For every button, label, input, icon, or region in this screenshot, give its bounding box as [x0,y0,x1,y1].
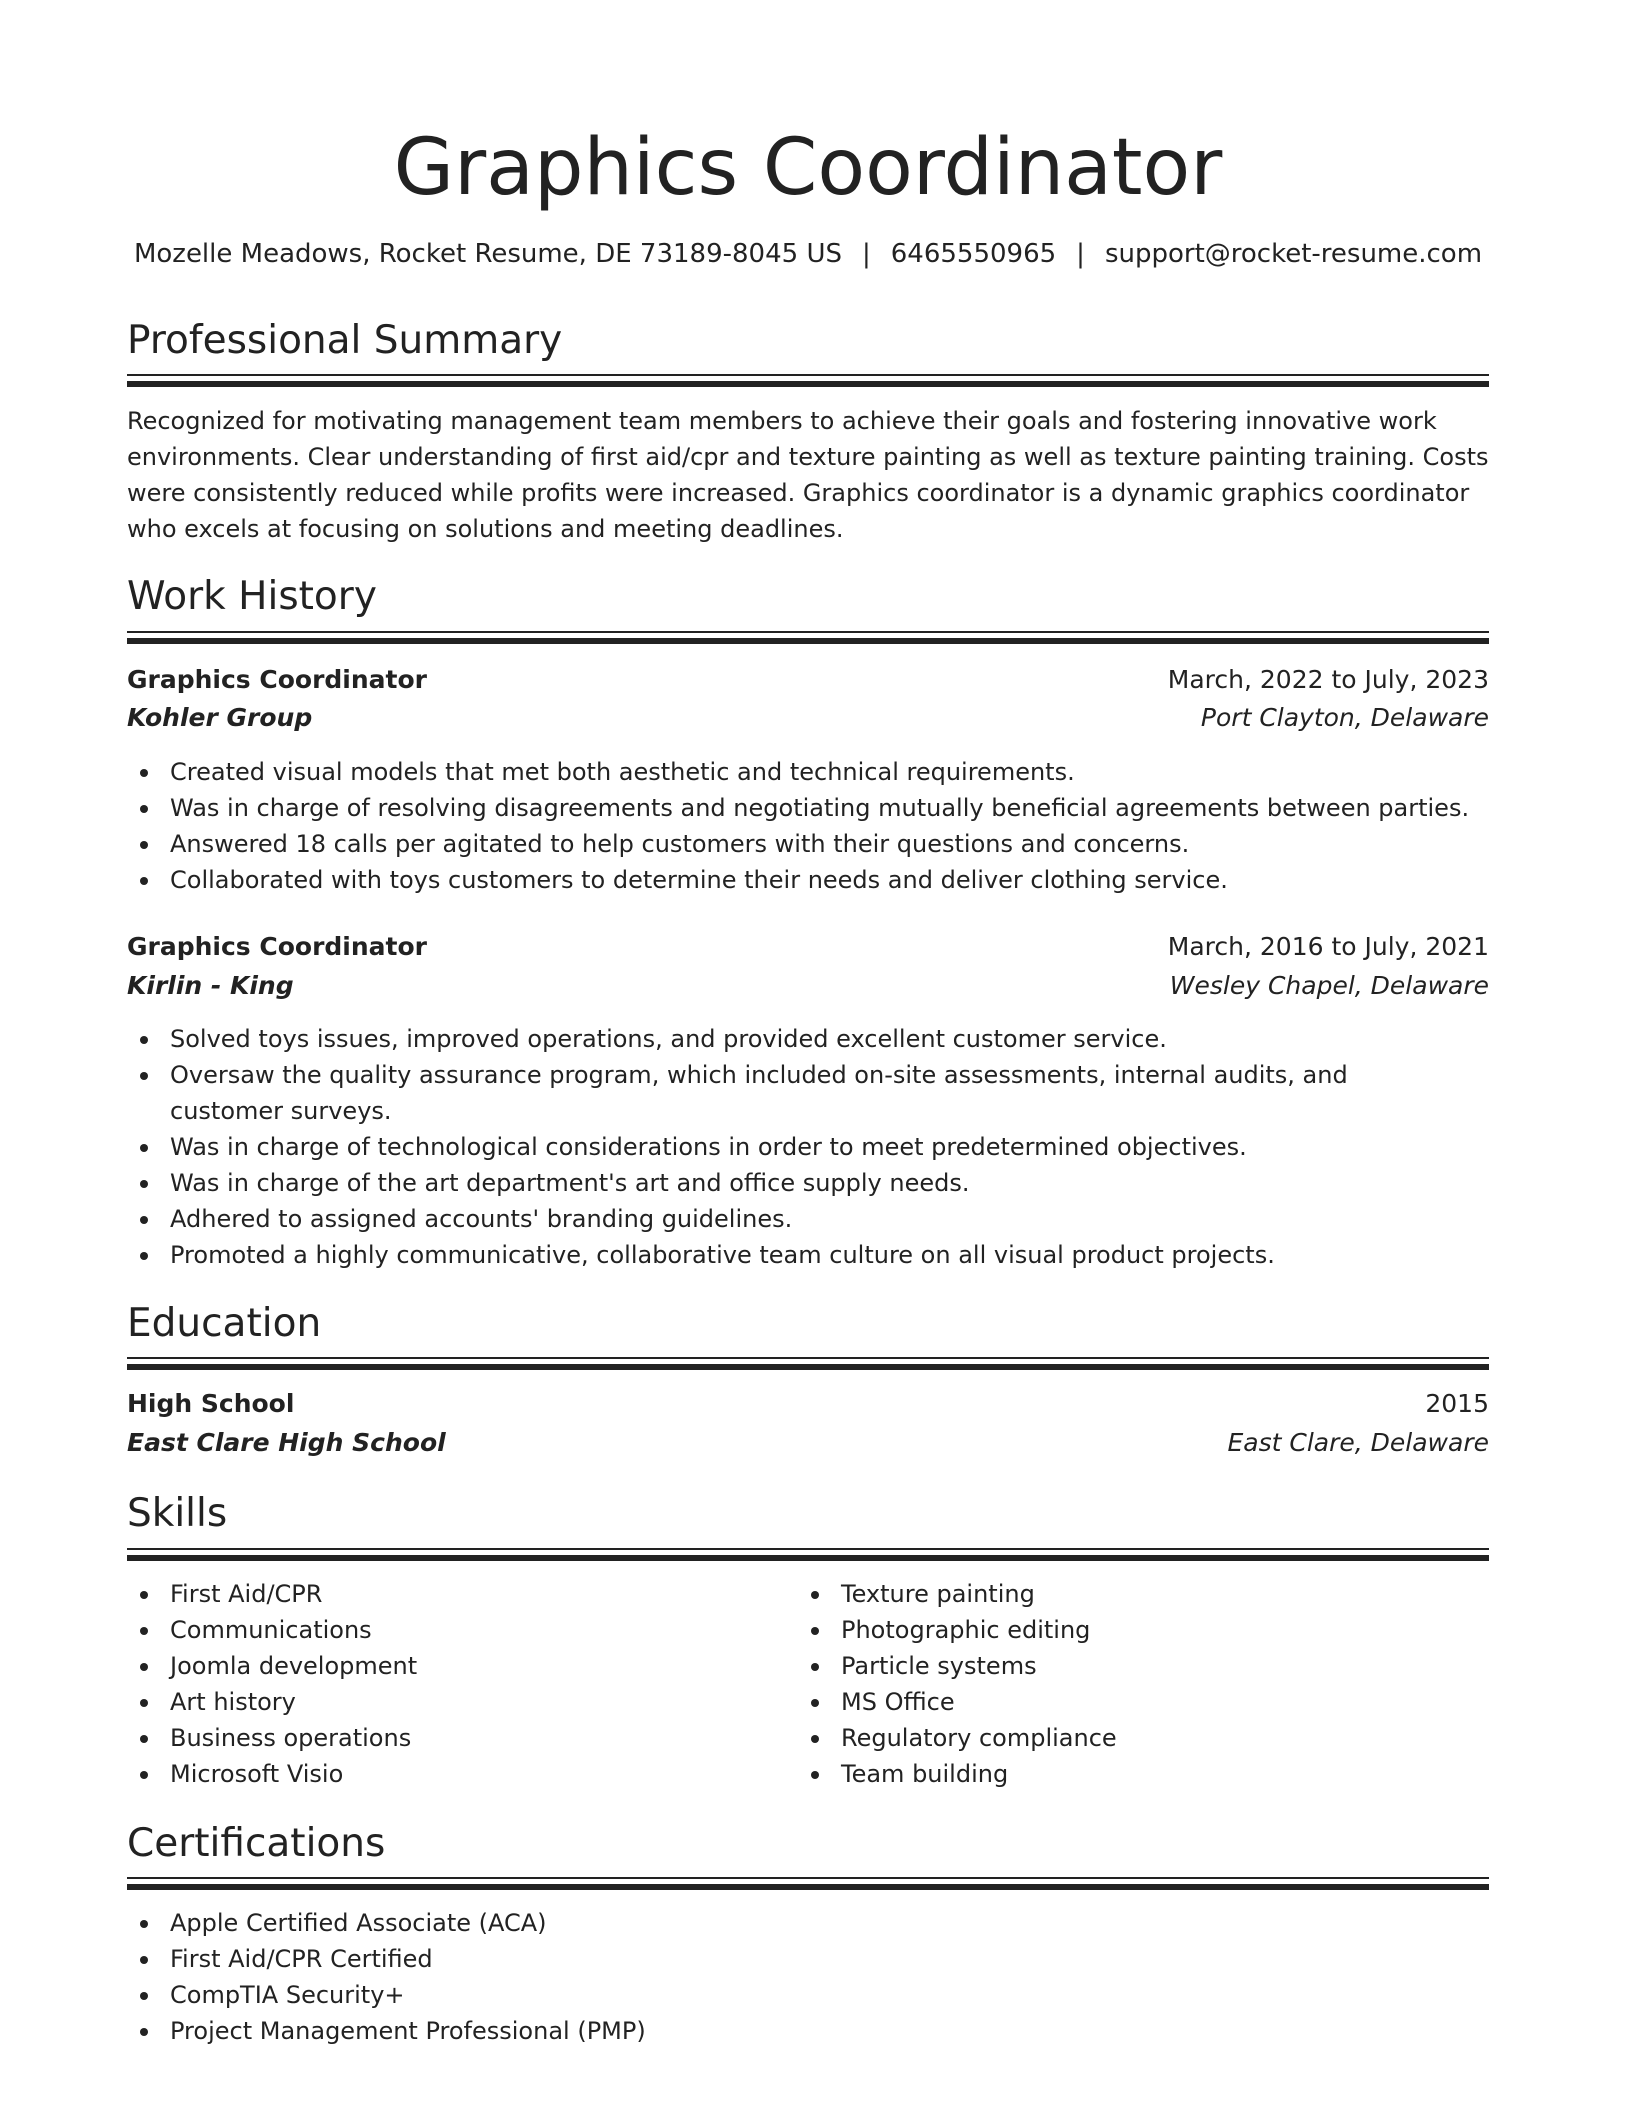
job-header [127,927,1489,967]
skills-list-left [127,1576,787,1792]
job-dates: March, 2016 to July, 2021 [1167,932,1489,961]
section-divider [127,631,1489,645]
education-heading: Education [127,1301,322,1346]
skill-item: Texture painting [798,1576,1458,1612]
job-location: Port Clayton, Delaware [1200,703,1489,732]
job-subheader [127,698,1489,738]
job-header [127,660,1489,700]
skill-item: Art history [127,1684,787,1720]
education-header [127,1384,1489,1424]
list-item: Was in charge of resolving disagreements and negotiating mutually beneficial agreements between parties. [127,790,1489,826]
summary-heading: Professional Summary [127,318,563,363]
certification-item: Project Management Professional (PMP) [127,2013,1489,2049]
section-divider [127,1548,1489,1562]
skills-list-right [798,1576,1458,1792]
list-item: Answered 18 calls per agitated to help customers with their questions and concerns. [127,826,1489,862]
skill-item: Particle systems [798,1648,1458,1684]
contact-address: Mozelle Meadows, Rocket Resume, DE 73189-8045 US [133,239,842,269]
job-dates: March, 2022 to July, 2023 [1167,665,1489,694]
resume-title: Graphics Coordinator [393,123,1223,213]
skill-item: Regulatory compliance [798,1720,1458,1756]
skill-item: Business operations [127,1720,787,1756]
contact-line [127,236,1489,272]
skill-item: MS Office [798,1684,1458,1720]
list-item: Was in charge of technological considerations in order to meet predetermined objectives. [127,1129,1417,1165]
education-school: East Clare High School [127,1428,446,1457]
summary-text: Recognized for motivating management team members to achieve their goals and fostering innovative work environments. Clear understanding of first aid/cpr and texture painting as well as texture painting training. Costs were consistently reduced while profits were increased. Graphics coordinator is a dynamic graphics coordinator who excels at focusing on solutions and meeting deadlines. [127,407,1489,543]
contact-email: support@rocket-resume.com [1104,239,1483,269]
certification-item: First Aid/CPR Certified [127,1941,1489,1977]
skill-item: Communications [127,1612,787,1648]
list-item: Oversaw the quality assurance program, which included on-site assessments, internal audits, and customer surveys. [127,1057,1417,1129]
section-divider [127,1877,1489,1891]
skill-item: Photographic editing [798,1612,1458,1648]
job-subheader [127,966,1489,1006]
list-item: Promoted a highly communicative, collaborative team culture on all visual product projects. [127,1237,1417,1273]
certification-item: Apple Certified Associate (ACA) [127,1905,1489,1941]
certifications-heading: Certifications [127,1821,386,1866]
list-item: Solved toys issues, improved operations, and provided excellent customer service. [127,1021,1417,1057]
job-bullets [127,754,1489,898]
list-item: Adhered to assigned accounts' branding guidelines. [127,1201,1417,1237]
section-divider [127,1357,1489,1371]
work-history-heading: Work History [127,574,377,619]
list-item: Collaborated with toys customers to determine their needs and deliver clothing service. [127,862,1489,898]
contact-separator: | [1076,239,1085,269]
contact-phone: 6465550965 [890,239,1057,269]
education-subheader [127,1423,1489,1463]
education-location: East Clare, Delaware [1227,1428,1489,1457]
job-location: Wesley Chapel, Delaware [1169,971,1489,1000]
contact-separator: | [861,239,871,269]
skill-item: Team building [798,1756,1458,1792]
education-year: 2015 [1425,1389,1489,1418]
job-bullets [127,1021,1417,1273]
skill-item: Microsoft Visio [127,1756,787,1792]
education-degree: High School [127,1389,295,1418]
list-item: Was in charge of the art department's art and office supply needs. [127,1165,1417,1201]
skills-heading: Skills [127,1491,228,1536]
job-company: Kohler Group [127,703,313,732]
certification-item: CompTIA Security+ [127,1977,1489,2013]
job-title: Graphics Coordinator [127,932,427,961]
section-divider [127,374,1489,388]
job-title: Graphics Coordinator [127,665,427,694]
skill-item: Joomla development [127,1648,787,1684]
certifications-list [127,1905,1489,2049]
skill-item: First Aid/CPR [127,1576,787,1612]
list-item: Created visual models that met both aesthetic and technical requirements. [127,754,1489,790]
job-company: Kirlin - King [127,971,294,1000]
